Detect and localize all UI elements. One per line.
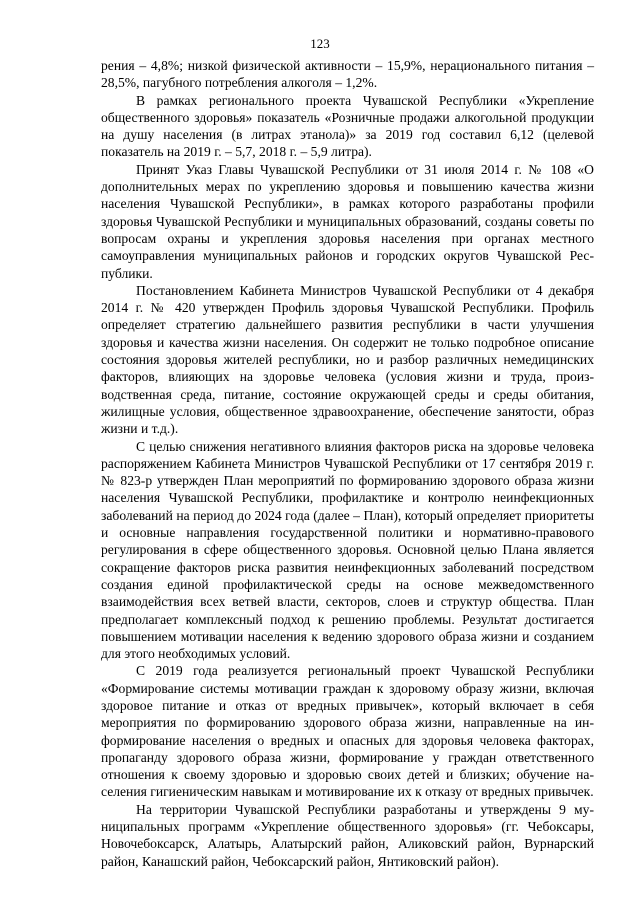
paragraph-1: рения – 4,8%; низкой физической активности – 15,9%, нерационального питания – 28,5%, пагубного потребления алкоголя – 1,2%. (101, 58, 594, 91)
paragraph-6: С 2019 года реализуется региональный проект Чувашской Республики «Формирование системы мотивации граждан к здоровому образу жизни, включая здоровое питание и отказ от вредных привычек», который включает в себя мероприятия по формированию здорового образа жизни, направленные на информирование населения о вредных и опасных для здоровья человека факторах, пропаганду здорового образа жизни, формирование у граждан ответственного отношения к своему здоровью и здоровью своих детей и близких; обучение населения гигиеническим навыкам и мотивирование их к отказу от вредных привычек. (101, 663, 594, 800)
paragraph-7: На территории Чувашской Республики разработаны и утверждены 9 муниципальных программ «Укрепление общественного здоровья» (гг. Чебоксары, Новочебоксарск, Алатырь, Алатырский район, Аликовский район, Вурнарский район, Канашский район, Чебоксарский район, Янтиковский район). (101, 801, 594, 869)
paragraph-3: Принят Указ Главы Чувашской Республики от 31 июля 2014 г. № 108 «О дополнительных мерах по укреплению здоровья и повышению качества жизни населения Чувашской Республики», в рамках которого разработаны профили здоровья Чувашской Республики и муниципальных образований, созданы советы по вопросам охраны и укрепления здоровья населения при органах местного самоуправления муниципальных районов и городских округов Чувашской Республики. (101, 161, 594, 281)
paragraph-5: С целью снижения негативного влияния факторов риска на здоровье человека распоряжением Кабинета Министров Чувашской Республики от 17 сентября 2019 г. № 823-р утвержден План мероприятий по формированию здорового образа жизни населения Чувашской Республики, профилактике и контролю неинфекционных заболеваний на период до 2024 года (далее – План), который определяет приоритеты и основные направления государственной политики и нормативно-правового регулирования в сфере общественного здоровья. Основной целью Плана является сокращение факторов риска развития неинфекционных заболеваний посредством создания единой профилактической среды на основе межведомственного взаимодействия всех ветвей власти, секторов, слоев и структур общества. План предполагает комплексный подход к решению проблемы. Результат достигается повышением мотивации населения к ведению здорового образа жизни и созданием для этого необходимых условий. (101, 438, 594, 662)
document-body (101, 57, 594, 870)
paragraph-4: Постановлением Кабинета Министров Чувашской Республики от 4 декабря 2014 г. № 420 утвержден Профиль здоровья Чувашской Республики. Профиль определяет стратегию дальнейшего развития республики в части улучшения здоровья и качества жизни населения. Он содержит не только подробное описание состояния здоровья жителей республики, но и разбор различных немедицинских факторов, влияющих на здоровье человека (условия жизни и труда, производственная среда, питание, состояние окружающей среды и среды обитания, жилищные условия, общественное здравоохранение, обеспечение занятости, образ жизни и т.д.). (101, 282, 594, 437)
paragraph-2: В рамках регионального проекта Чувашской Республики «Укрепление общественного здоровья» показатель «Розничные продажи алкогольной продукции на душу населения (в литрах этанола)» за 2019 год составил 6,12 (целевой показатель на 2019 г. – 5,7, 2018 г. – 5,9 литра). (101, 92, 594, 160)
page-number: 123 (310, 36, 330, 51)
